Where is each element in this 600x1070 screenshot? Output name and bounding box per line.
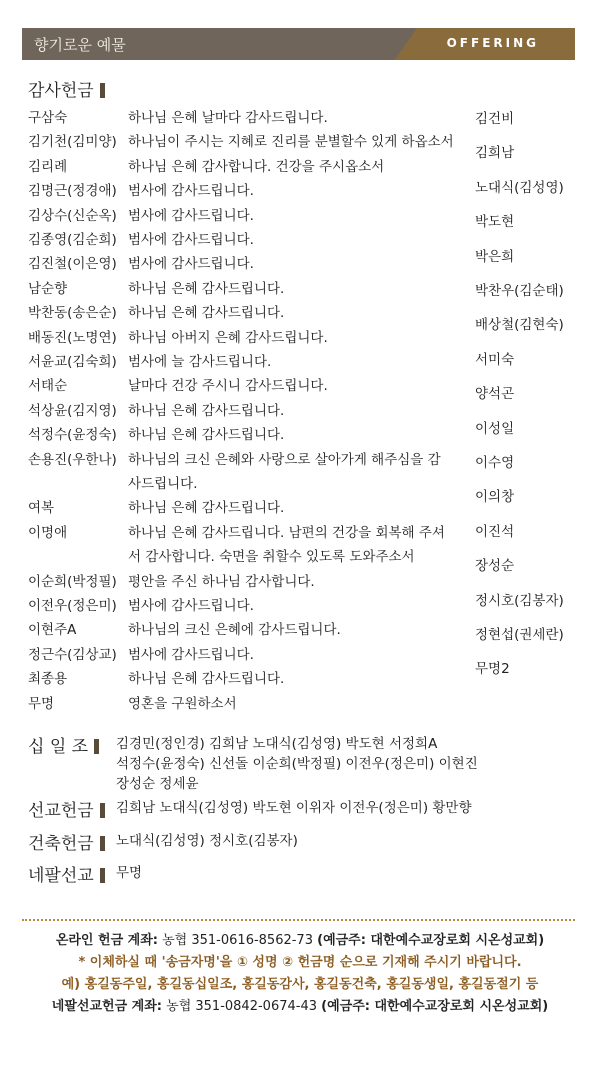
thanks-message: 범사에 감사드립니다. <box>128 598 254 614</box>
section-marker <box>100 868 105 883</box>
thanks-message: 하나님 아버지 은혜 감사드립니다. <box>128 329 328 346</box>
donor-name-right: 무명2 <box>475 661 510 678</box>
section-marker <box>100 83 105 98</box>
missions-names: 김희남 노대식(김성영) 박도현 이위자 이전우(정은미) 황만향 <box>116 800 472 816</box>
donor-name: 서태순 <box>28 378 68 395</box>
thanks-message: 하나님 은혜 감사합니다. 건강을 주시옵소서 <box>128 158 385 175</box>
thanks-message: 하나님 은혜 감사드립니다. <box>128 305 285 322</box>
tithe-line: 김경민(정인경) 김희남 노대식(김성영) 박도현 서정희A <box>116 736 438 752</box>
donor-name: 김상수(신순옥) <box>28 207 117 224</box>
donor-name-right: 노대식(김성영) <box>475 179 564 196</box>
donor-name-right: 장성순 <box>475 558 515 575</box>
donor-name: 김리례 <box>28 158 68 175</box>
header-english-title: OFFERING <box>446 36 539 50</box>
thanks-message: 하나님의 크신 은혜에 감사드립니다. <box>128 622 341 639</box>
thanks-message: 하나님의 크신 은혜와 사랑으로 살아가게 해주심을 감 <box>128 451 441 468</box>
missions-section <box>28 796 472 821</box>
building-label: 건축헌금 <box>28 829 105 854</box>
donor-name-right: 양석곤 <box>475 386 515 403</box>
header-banner <box>22 28 575 60</box>
donor-name: 김종영(김순희) <box>28 232 117 248</box>
section-marker <box>100 836 105 851</box>
donor-name-right: 박찬우(김순태) <box>475 283 564 299</box>
donor-name-right: 배상철(김현숙) <box>475 317 564 334</box>
donor-name: 남순향 <box>28 280 68 297</box>
thanks-message: 범사에 감사드립니다. <box>128 183 254 200</box>
nepal-names: 무명 <box>116 865 143 881</box>
donor-name: 서윤교(김숙희) <box>28 354 117 370</box>
donor-name-right: 이진석 <box>475 523 515 540</box>
thanks-message: 평안을 주신 하나님 감사합니다. <box>128 573 315 590</box>
nepal-label: 네팔선교 <box>28 861 105 886</box>
thanks-section-title <box>28 76 105 101</box>
tithe-line: 장성순 정세윤 <box>116 776 199 792</box>
thanks-message: 범사에 늘 감사드립니다. <box>128 354 272 370</box>
thanks-message: 범사에 감사드립니다. <box>128 256 254 273</box>
thanks-message: 날마다 건강 주시니 감사드립니다. <box>128 378 328 395</box>
thanks-message: 하나님 은혜 감사드립니다. <box>128 402 285 419</box>
donor-name-right: 김희남 <box>475 145 515 162</box>
donor-name-right: 김건비 <box>475 111 515 127</box>
donor-name-right: 박은희 <box>475 248 515 265</box>
donor-name-right: 서미숙 <box>475 351 515 368</box>
donor-name: 배동진(노명연) <box>28 329 117 346</box>
thanks-message: 하나님이 주시는 지혜로 진리를 분별할수 있게 하옵소서 <box>128 134 454 151</box>
donor-name: 박찬동(송은순) <box>28 305 117 322</box>
donor-name-right: 이수영 <box>475 455 515 471</box>
donor-name: 여복 <box>28 500 55 517</box>
donor-name: 이현주A <box>28 622 77 639</box>
donor-name-right: 이의창 <box>475 489 515 506</box>
section-marker <box>94 739 99 754</box>
header-title: 향기로운 예물 <box>34 36 126 54</box>
tithe-names <box>116 734 478 794</box>
donor-name: 김진철(이은영) <box>28 256 117 273</box>
thanks-message: 하나님 은혜 감사드립니다. <box>128 500 285 517</box>
donor-name: 이순희(박정필) <box>28 573 117 590</box>
donor-name: 손용진(우한나) <box>28 451 117 468</box>
building-names: 노대식(김성영) 정시호(김봉자) <box>116 833 298 849</box>
tithe-line: 석정수(윤정숙) 신선돌 이순희(박정필) 이전우(정은미) 이현진 <box>116 756 478 772</box>
footer-transfer-note: * 이체하실 때 '송금자명'을 ① 성명 ② 헌금명 순으로 기재해 주시기 바랍니다. <box>78 955 522 970</box>
thanks-message: 범사에 감사드립니다. <box>128 207 254 224</box>
footer-online-account: 온라인 헌금 계좌: 농협 351-0616-8562-73 (예금주: 대한예수교장로회 시온성교회) <box>55 933 545 948</box>
donor-name: 무명 <box>28 695 55 712</box>
thanks-message: 하나님 은혜 감사드립니다. 남편의 건강을 회복해 주셔 <box>128 524 445 541</box>
donor-name: 석상윤(김지영) <box>28 402 117 419</box>
donor-name: 구삼숙 <box>28 110 68 126</box>
donor-name: 김명근(정경애) <box>28 183 117 200</box>
footer-nepal-account: 네팔선교헌금 계좌: 농협 351-0842-0674-43 (예금주: 대한예수교장로회 시온성교회) <box>51 999 549 1014</box>
thanks-message: 사드립니다. <box>128 476 198 492</box>
thanks-message: 범사에 감사드립니다. <box>128 232 254 248</box>
donor-name: 최종용 <box>28 671 68 688</box>
dotted-divider <box>22 919 575 921</box>
thanks-message: 하나님 은혜 감사드립니다. <box>128 671 285 688</box>
donor-name: 정근수(김상교) <box>28 646 117 663</box>
donor-name: 석정수(윤정숙) <box>28 427 117 444</box>
donor-name-right: 정현섭(권세란) <box>475 627 564 643</box>
building-section <box>28 829 298 854</box>
donor-name: 김기천(김미양) <box>28 134 117 151</box>
thanks-title-text: 감사헌금 <box>28 81 94 101</box>
thanks-message: 하나님 은혜 감사드립니다. <box>128 427 285 444</box>
donor-name-right: 박도현 <box>475 214 515 231</box>
section-marker <box>100 803 105 818</box>
donor-name: 이명애 <box>28 524 68 541</box>
tithe-label: 십 일 조 <box>28 732 99 757</box>
thanks-message: 범사에 감사드립니다. <box>128 646 254 663</box>
donor-name: 이전우(정은미) <box>28 598 117 614</box>
footer-example: 예) 홍길동주일, 홍길동십일조, 홍길동감사, 홍길동건축, 홍길동생일, 홍길동절기 등 <box>61 977 539 992</box>
thanks-message: 영혼을 구원하소서 <box>128 695 237 712</box>
donor-name-right: 이성일 <box>475 420 515 437</box>
missions-label: 선교헌금 <box>28 796 105 821</box>
donor-name-right: 정시호(김봉자) <box>475 592 564 609</box>
thanks-message: 서 감사합니다. 숙면을 취할수 있도록 도와주소서 <box>128 549 415 566</box>
thanks-message: 하나님 은혜 날마다 감사드립니다. <box>128 110 328 126</box>
thanks-message: 하나님 은혜 감사드립니다. <box>128 280 285 297</box>
nepal-section <box>28 861 143 886</box>
tithe-section <box>28 732 478 792</box>
